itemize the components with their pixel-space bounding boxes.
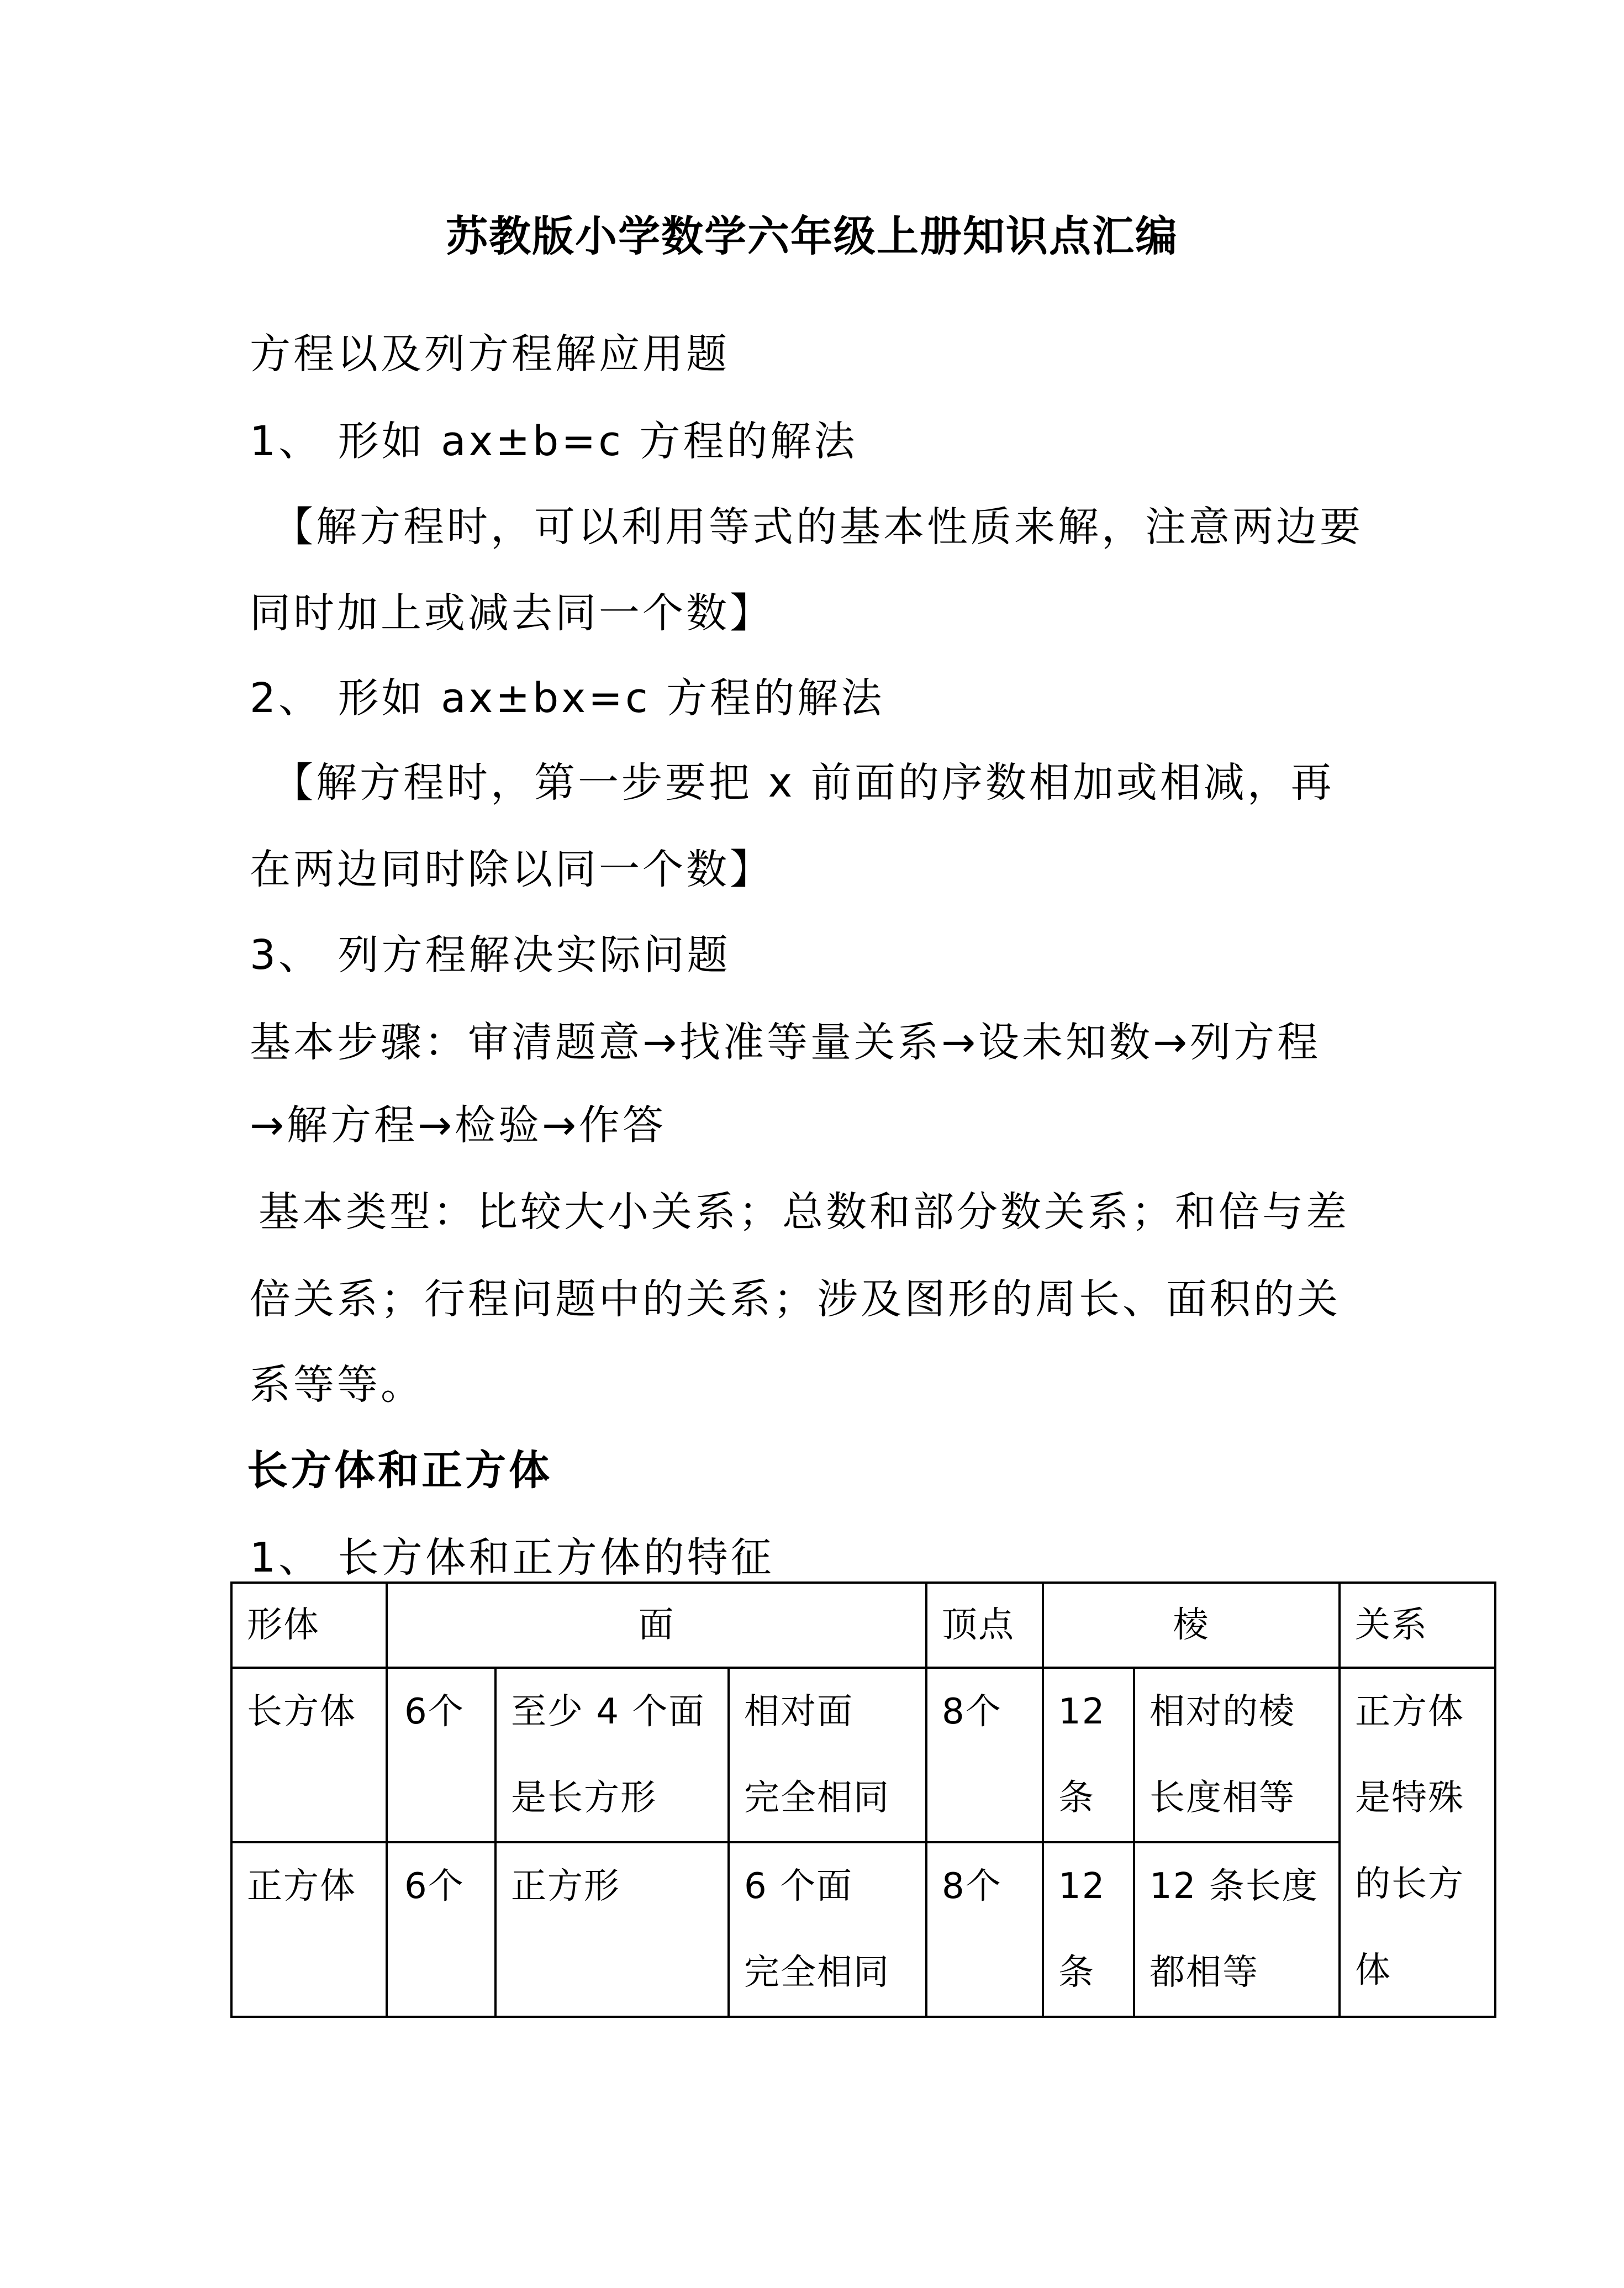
cell-vertex-count: 8个 <box>926 1842 1043 2017</box>
cell-line: 12 <box>1058 1866 1106 1907</box>
cell-line: 的长方 <box>1355 1864 1465 1905</box>
item-2-label: 2、 形如 ax±bx=c 方程的解法 <box>250 674 885 722</box>
cell-line: 正方体 <box>1355 1691 1465 1732</box>
cell-line: 12 条长度 <box>1150 1866 1319 1907</box>
cell-edge-relation <box>1134 1668 1340 1842</box>
item-1-note-line-1: 【解方程时，可以利用等式的基本性质来解，注意两边要 <box>272 503 1363 551</box>
header-relation: 关系 <box>1340 1583 1495 1668</box>
cell-face-count: 6个 <box>387 1668 495 1842</box>
item-3-label: 3、 列方程解决实际问题 <box>250 931 731 979</box>
item-1-note-line-2: 同时加上或减去同一个数】 <box>250 589 773 637</box>
section-heading-cuboid: 长方体和正方体 <box>247 1447 552 1494</box>
cell-line: 条 <box>1058 1778 1095 1818</box>
cell-shape: 长方体 <box>231 1668 387 1842</box>
cell-line: 正方形 <box>511 1866 620 1907</box>
table-row <box>231 1842 1495 2017</box>
item-1-label: 1、 形如 ax±b=c 方程的解法 <box>250 418 858 465</box>
section-heading-equations: 方程以及列方程解应用题 <box>250 330 730 378</box>
cuboid-cube-feature-table <box>230 1581 1496 2018</box>
item-3-steps-line-1: 基本步骤：审清题意→找准等量关系→设未知数→列方程 <box>250 1019 1321 1066</box>
item-2-note-line-1: 【解方程时，第一步要把 x 前面的序数相加或相减，再 <box>272 759 1335 806</box>
item-3-types-line-3: 系等等。 <box>250 1361 424 1409</box>
item-3-types-line-2: 倍关系；行程问题中的关系；涉及图形的周长、面积的关 <box>250 1275 1341 1323</box>
cell-shape: 正方体 <box>231 1842 387 2017</box>
cell-line: 12 <box>1058 1691 1106 1732</box>
item-3-steps-line-2: →解方程→检验→作答 <box>250 1101 667 1149</box>
cell-face-shape <box>495 1668 729 1842</box>
cell-line: 相对面 <box>744 1691 853 1732</box>
cell-line: 完全相同 <box>744 1952 890 1993</box>
header-face: 面 <box>387 1583 926 1668</box>
item-2-note-line-2: 在两边同时除以同一个数】 <box>250 846 773 893</box>
header-vertex: 顶点 <box>926 1583 1043 1668</box>
cell-edge-count <box>1043 1842 1134 2017</box>
header-edge: 棱 <box>1043 1583 1340 1668</box>
cell-line: 相对的棱 <box>1150 1691 1296 1732</box>
cell-line: 体 <box>1355 1950 1392 1991</box>
document-title: 苏教版小学数学六年级上册知识点汇编 <box>446 212 1178 261</box>
cell-line: 是长方形 <box>511 1778 657 1818</box>
cell-line: 6 个面 <box>744 1866 853 1907</box>
cell-line: 完全相同 <box>744 1778 890 1818</box>
cell-face-count: 6个 <box>387 1842 495 2017</box>
item-3-types-line-1: 基本类型：比较大小关系；总数和部分数关系；和倍与差 <box>259 1188 1349 1236</box>
cell-line: 长度相等 <box>1150 1778 1296 1818</box>
cell-line: 至少 4 个面 <box>511 1691 705 1732</box>
cell-relation <box>1340 1668 1495 2017</box>
cell-vertex-count: 8个 <box>926 1668 1043 1842</box>
cell-edge-relation <box>1134 1842 1340 2017</box>
cell-face-relation <box>729 1842 926 2017</box>
cell-face-relation <box>729 1668 926 1842</box>
cell-line: 条 <box>1058 1952 1095 1993</box>
cell-edge-count <box>1043 1668 1134 1842</box>
cell-line: 都相等 <box>1150 1952 1259 1993</box>
cell-line: 是特殊 <box>1355 1778 1465 1818</box>
cell-face-shape <box>495 1842 729 2017</box>
table-header-row <box>231 1583 1495 1668</box>
table-row <box>231 1668 1495 1842</box>
header-shape: 形体 <box>231 1583 387 1668</box>
cuboid-item-1-label: 1、 长方体和正方体的特征 <box>250 1534 774 1581</box>
